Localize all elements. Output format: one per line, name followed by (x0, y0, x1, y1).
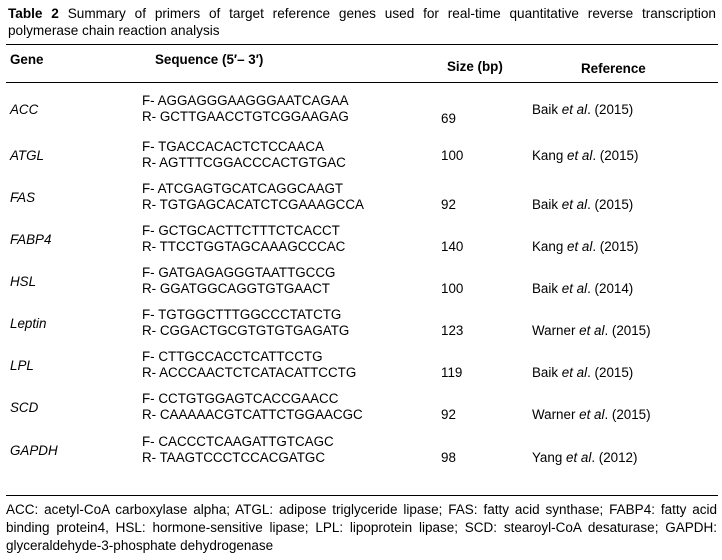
table-row (0, 308, 722, 348)
table-row (0, 435, 722, 475)
product-size: 119 (441, 365, 463, 380)
reverse-primer: R- GGATGGCAGGTGTGAACT (142, 281, 330, 296)
reverse-primer: R- CAAAAACGTCATTCTGGAACGC (142, 407, 363, 422)
table-row (0, 140, 722, 180)
reference: Yang et al. (2012) (532, 450, 638, 465)
gene-name: FABP4 (10, 232, 52, 247)
table-caption (8, 5, 716, 39)
reference: Kang et al. (2015) (532, 239, 639, 254)
product-size: 92 (441, 407, 456, 422)
table-row (0, 224, 722, 264)
gene-name: ACC (10, 102, 39, 117)
reverse-primer: R- TGTGAGCACATCTCGAAAGCCA (142, 197, 364, 212)
forward-primer: F- CACCCTCAAGATTGTCAGC (142, 434, 334, 449)
table-footnote: ACC: acetyl-CoA carboxylase alpha; ATGL: adipose triglyceride lipase; FAS: fatty acid synthase; FABP4: fatty acid binding protein4, HSL: hormone-sensitive lipase; LPL: lipoprotein lipase; SCD: stearoyl-CoA desaturase; GAPDH: glyceraldehyde-3-phosphate dehydrogenase (6, 502, 717, 553)
header-rule (6, 82, 718, 83)
reverse-primer: R- TAAGTCCCTCCACGATGC (142, 450, 326, 465)
reverse-primer: R- TTCCTGGTAGCAAAGCCCAC (142, 239, 346, 254)
column-header-reference: Reference (581, 61, 646, 76)
table-label: Table 2 (8, 6, 59, 21)
gene-name: HSL (10, 274, 37, 289)
product-size: 98 (441, 450, 456, 465)
forward-primer: F- AGGAGGGAAGGGAATCAGAA (142, 93, 349, 108)
reference: Warner et al. (2015) (532, 407, 651, 422)
product-size: 140 (441, 239, 464, 254)
reverse-primer: R- AGTTTCGGACCCACTGTGAC (142, 155, 346, 170)
forward-primer: F- ATCGAGTGCATCAGGCAAGT (142, 181, 344, 196)
forward-primer: F- GCTGCACTTCTTTCTCACCT (142, 223, 340, 238)
reference: Baik et al. (2015) (532, 102, 634, 117)
forward-primer: F- TGACCACACTCTCCAACA (142, 139, 325, 154)
gene-name: ATGL (10, 148, 44, 163)
product-size: 100 (441, 148, 464, 163)
column-header-gene: Gene (10, 52, 44, 67)
product-size: 123 (441, 323, 464, 338)
product-size: 100 (441, 281, 464, 296)
column-header-size: Size (bp) (447, 59, 503, 74)
reverse-primer: R- CGGACTGCGTGTGTGAGATG (142, 323, 350, 338)
reverse-primer: R- GCTTGAACCTGTCGGAAGAG (142, 109, 349, 124)
reference: Baik et al. (2015) (532, 365, 634, 380)
gene-name: Leptin (10, 316, 47, 331)
table-row (0, 266, 722, 306)
reference: Warner et al. (2015) (532, 323, 651, 338)
forward-primer: F- CTTGCCACCTCATTCCTG (142, 349, 323, 364)
top-rule (6, 44, 718, 45)
reference: Kang et al. (2015) (532, 148, 639, 163)
table-caption-text: Summary of primers of target reference genes used for real-time quantitative reverse transcription polymerase chain reaction analysis (8, 6, 716, 38)
reference: Baik et al. (2015) (532, 197, 634, 212)
gene-name: GAPDH (10, 443, 58, 458)
reverse-primer: R- ACCCAACTCTCATACATTCCTG (142, 365, 357, 380)
product-size: 92 (441, 197, 456, 212)
gene-name: FAS (10, 190, 36, 205)
table-row (0, 94, 722, 134)
product-size: 69 (441, 111, 456, 126)
forward-primer: F- GATGAGAGGGTAATTGCCG (142, 265, 336, 280)
gene-name: LPL (10, 358, 34, 373)
forward-primer: F- TGTGGCTTTGGCCCTATCTG (142, 307, 342, 322)
table-row (0, 350, 722, 390)
forward-primer: F- CCTGTGGAGTCACCGAACC (142, 391, 339, 406)
table-row (0, 182, 722, 222)
gene-name: SCD (10, 400, 39, 415)
bottom-rule (6, 495, 718, 496)
column-header-sequence: Sequence (5′– 3′) (155, 52, 264, 67)
table-row (0, 392, 722, 432)
reference: Baik et al. (2014) (532, 281, 634, 296)
